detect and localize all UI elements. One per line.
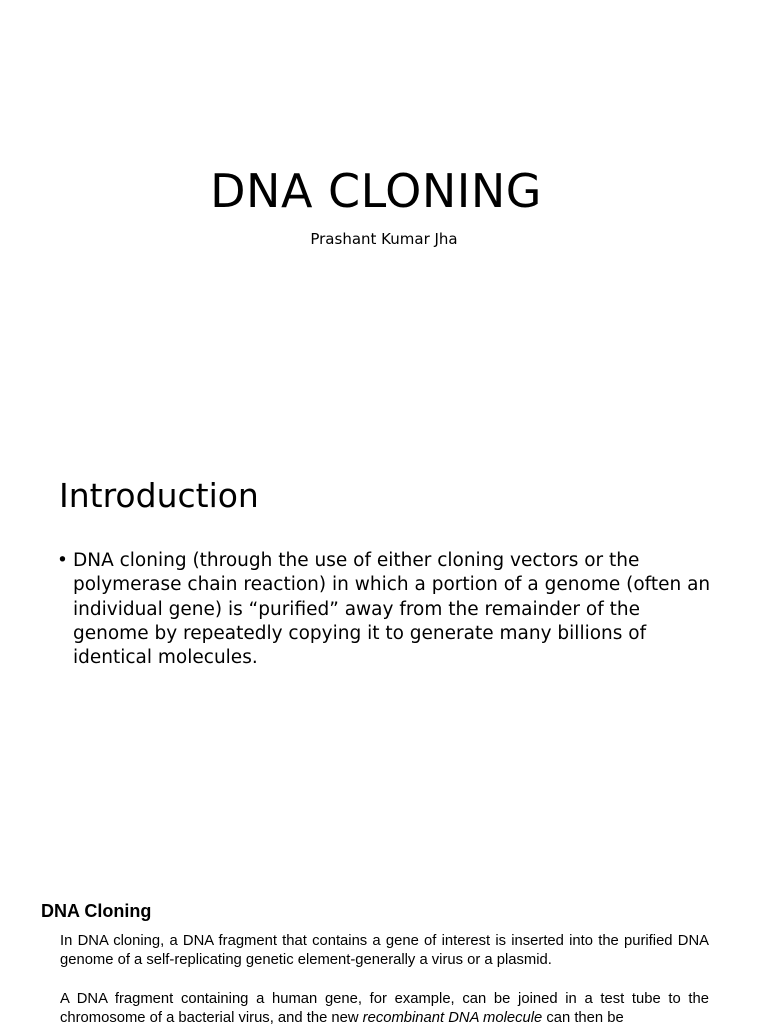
list-item <box>41 990 709 1024</box>
bullet-icon <box>41 990 60 1024</box>
bullet-icon <box>41 932 60 970</box>
list-item-text-part: A DNA fragment containing a human gene, for example, can be joined in a test tube to the chromosome of a bacterial virus, and the new <box>60 991 709 1024</box>
list-item-text: In DNA cloning, a DNA fragment that contains a gene of interest is inserted into the purified DNA genome of a self-replicating genetic element-generally a virus or a plasmid. <box>60 933 709 968</box>
introduction-bullet <box>57 549 717 670</box>
introduction-bullet-text: DNA cloning (through the use of either cloning vectors or the polymerase chain reaction) in which a portion of a genome (often an individual gene) is “purified” away from the remainder of the genome by repeatedly copying it to generate many billions of identical molecules. <box>73 550 711 669</box>
dna-cloning-slide <box>0 880 768 1024</box>
list-item-text <box>60 990 709 1024</box>
presentation-author: Prashant Kumar Jha <box>310 230 458 248</box>
list-item-text-italic: recombinant DNA molecule <box>362 1010 543 1024</box>
bullet-icon: • <box>57 550 68 571</box>
presentation-title: DNA CLONING <box>210 164 542 218</box>
introduction-heading: Introduction <box>59 476 259 515</box>
title-slide <box>0 0 768 440</box>
list-item-text-part: can then be <box>542 1010 624 1024</box>
list-item <box>41 932 709 970</box>
introduction-slide <box>0 440 768 880</box>
dna-cloning-heading: DNA Cloning <box>41 901 152 921</box>
